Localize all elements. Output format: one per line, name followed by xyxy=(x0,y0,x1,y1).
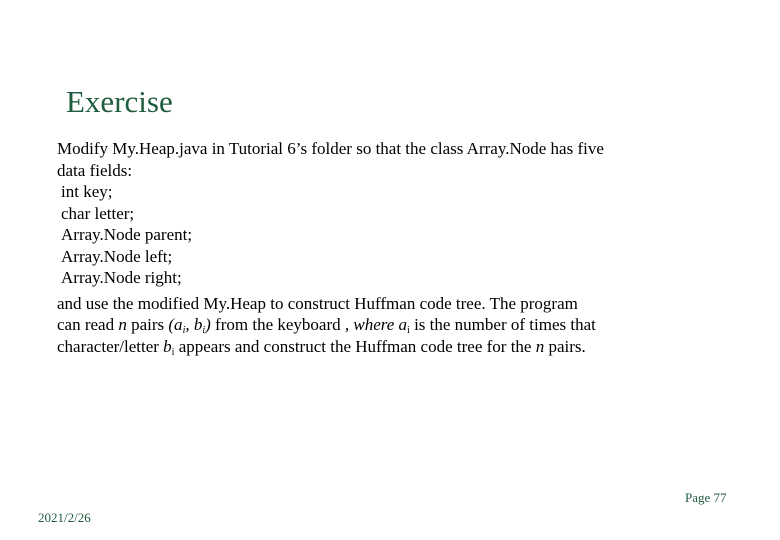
para-line-2 xyxy=(57,314,757,336)
para-line-2-text-a: can read xyxy=(57,315,119,334)
subscript-i: i xyxy=(407,325,410,336)
field-parent: Array.Node parent; xyxy=(61,225,193,244)
subscript-i: i xyxy=(202,325,206,336)
para-line-3-text-a: character/letter xyxy=(57,336,164,356)
var-n: n xyxy=(118,315,127,334)
para-line-3 xyxy=(57,336,757,358)
slide-body xyxy=(57,138,757,357)
field-key: int key; xyxy=(61,182,113,201)
para-line-2-text-e: is the number of times that xyxy=(409,315,596,334)
subscript-i: i xyxy=(182,325,186,336)
pair-comma: , b xyxy=(185,315,203,334)
para-line-3-text-b: appears and construct the Huffman code tree for the xyxy=(174,336,536,356)
para-line-2-text-b: pairs xyxy=(126,315,169,334)
para-line-2-text-d: , where a xyxy=(340,315,408,334)
page-number: Page 77 xyxy=(685,490,727,505)
intro-line-1: Modify My.Heap.java in Tutorial 6’s folder so that the class Array.Node has five xyxy=(57,139,604,158)
intro-line-2: data fields: xyxy=(57,160,133,180)
subscript-i: i xyxy=(171,346,175,358)
pair-notation xyxy=(168,315,210,334)
var-n: n xyxy=(535,336,545,356)
var-b: b xyxy=(163,336,172,356)
para-line-3-text-c: pairs. xyxy=(544,336,586,356)
field-letter: char letter; xyxy=(61,203,135,223)
slide-title: Exercise xyxy=(66,84,173,119)
pair-open: (a xyxy=(168,315,183,334)
para-line-2-text-c: from the keyboard xyxy=(210,315,341,334)
para-line-1: and use the modified My.Heap to construct Huffman code tree. The program xyxy=(57,293,578,313)
slide-date: 2021/2/26 xyxy=(38,510,91,525)
field-right: Array.Node right; xyxy=(61,268,182,287)
pair-close: ) xyxy=(205,315,211,334)
field-left: Array.Node left; xyxy=(61,246,173,266)
